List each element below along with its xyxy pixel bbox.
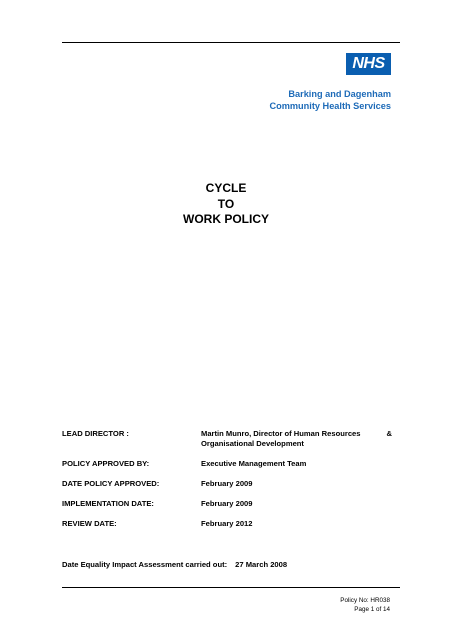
title-line2: TO	[217, 196, 235, 211]
implementation-date-label: IMPLEMENTATION DATE:	[62, 499, 154, 508]
document-title	[0, 181, 452, 228]
title-line3: WORK POLICY	[183, 212, 269, 226]
lead-director-value	[201, 429, 392, 449]
bottom-rule	[62, 587, 400, 588]
nhs-logo-text: NHS	[352, 55, 385, 72]
date-approved-label: DATE POLICY APPROVED:	[62, 479, 160, 488]
implementation-date-value: February 2009	[201, 499, 253, 508]
page-footer	[340, 596, 390, 614]
lead-director-ampersand: &	[386, 429, 392, 438]
organisation-name	[269, 88, 391, 112]
review-date-value: February 2012	[201, 519, 253, 528]
title-line1: CYCLE	[205, 181, 247, 195]
lead-director-value-line1: Martin Munro, Director of Human Resources	[201, 429, 361, 438]
org-name-line2: Community Health Services	[269, 101, 391, 111]
policy-number: Policy No: HR038	[340, 597, 390, 604]
lead-director-label: LEAD DIRECTOR :	[62, 429, 129, 438]
lead-director-value-line2: Organisational Development	[201, 439, 304, 448]
top-rule	[62, 42, 400, 43]
date-approved-value: February 2009	[201, 479, 253, 488]
org-name-line1: Barking and Dagenham	[288, 89, 391, 99]
equality-assessment	[62, 560, 287, 569]
nhs-logo	[346, 53, 391, 75]
equality-label: Date Equality Impact Assessment carried out:	[62, 560, 228, 569]
review-date-label: REVIEW DATE:	[62, 519, 117, 528]
page-number: Page 1 of 14	[354, 606, 390, 613]
approved-by-value: Executive Management Team	[201, 459, 307, 468]
approved-by-label: POLICY APPROVED BY:	[62, 459, 150, 468]
equality-value: 27 March 2008	[235, 560, 288, 569]
